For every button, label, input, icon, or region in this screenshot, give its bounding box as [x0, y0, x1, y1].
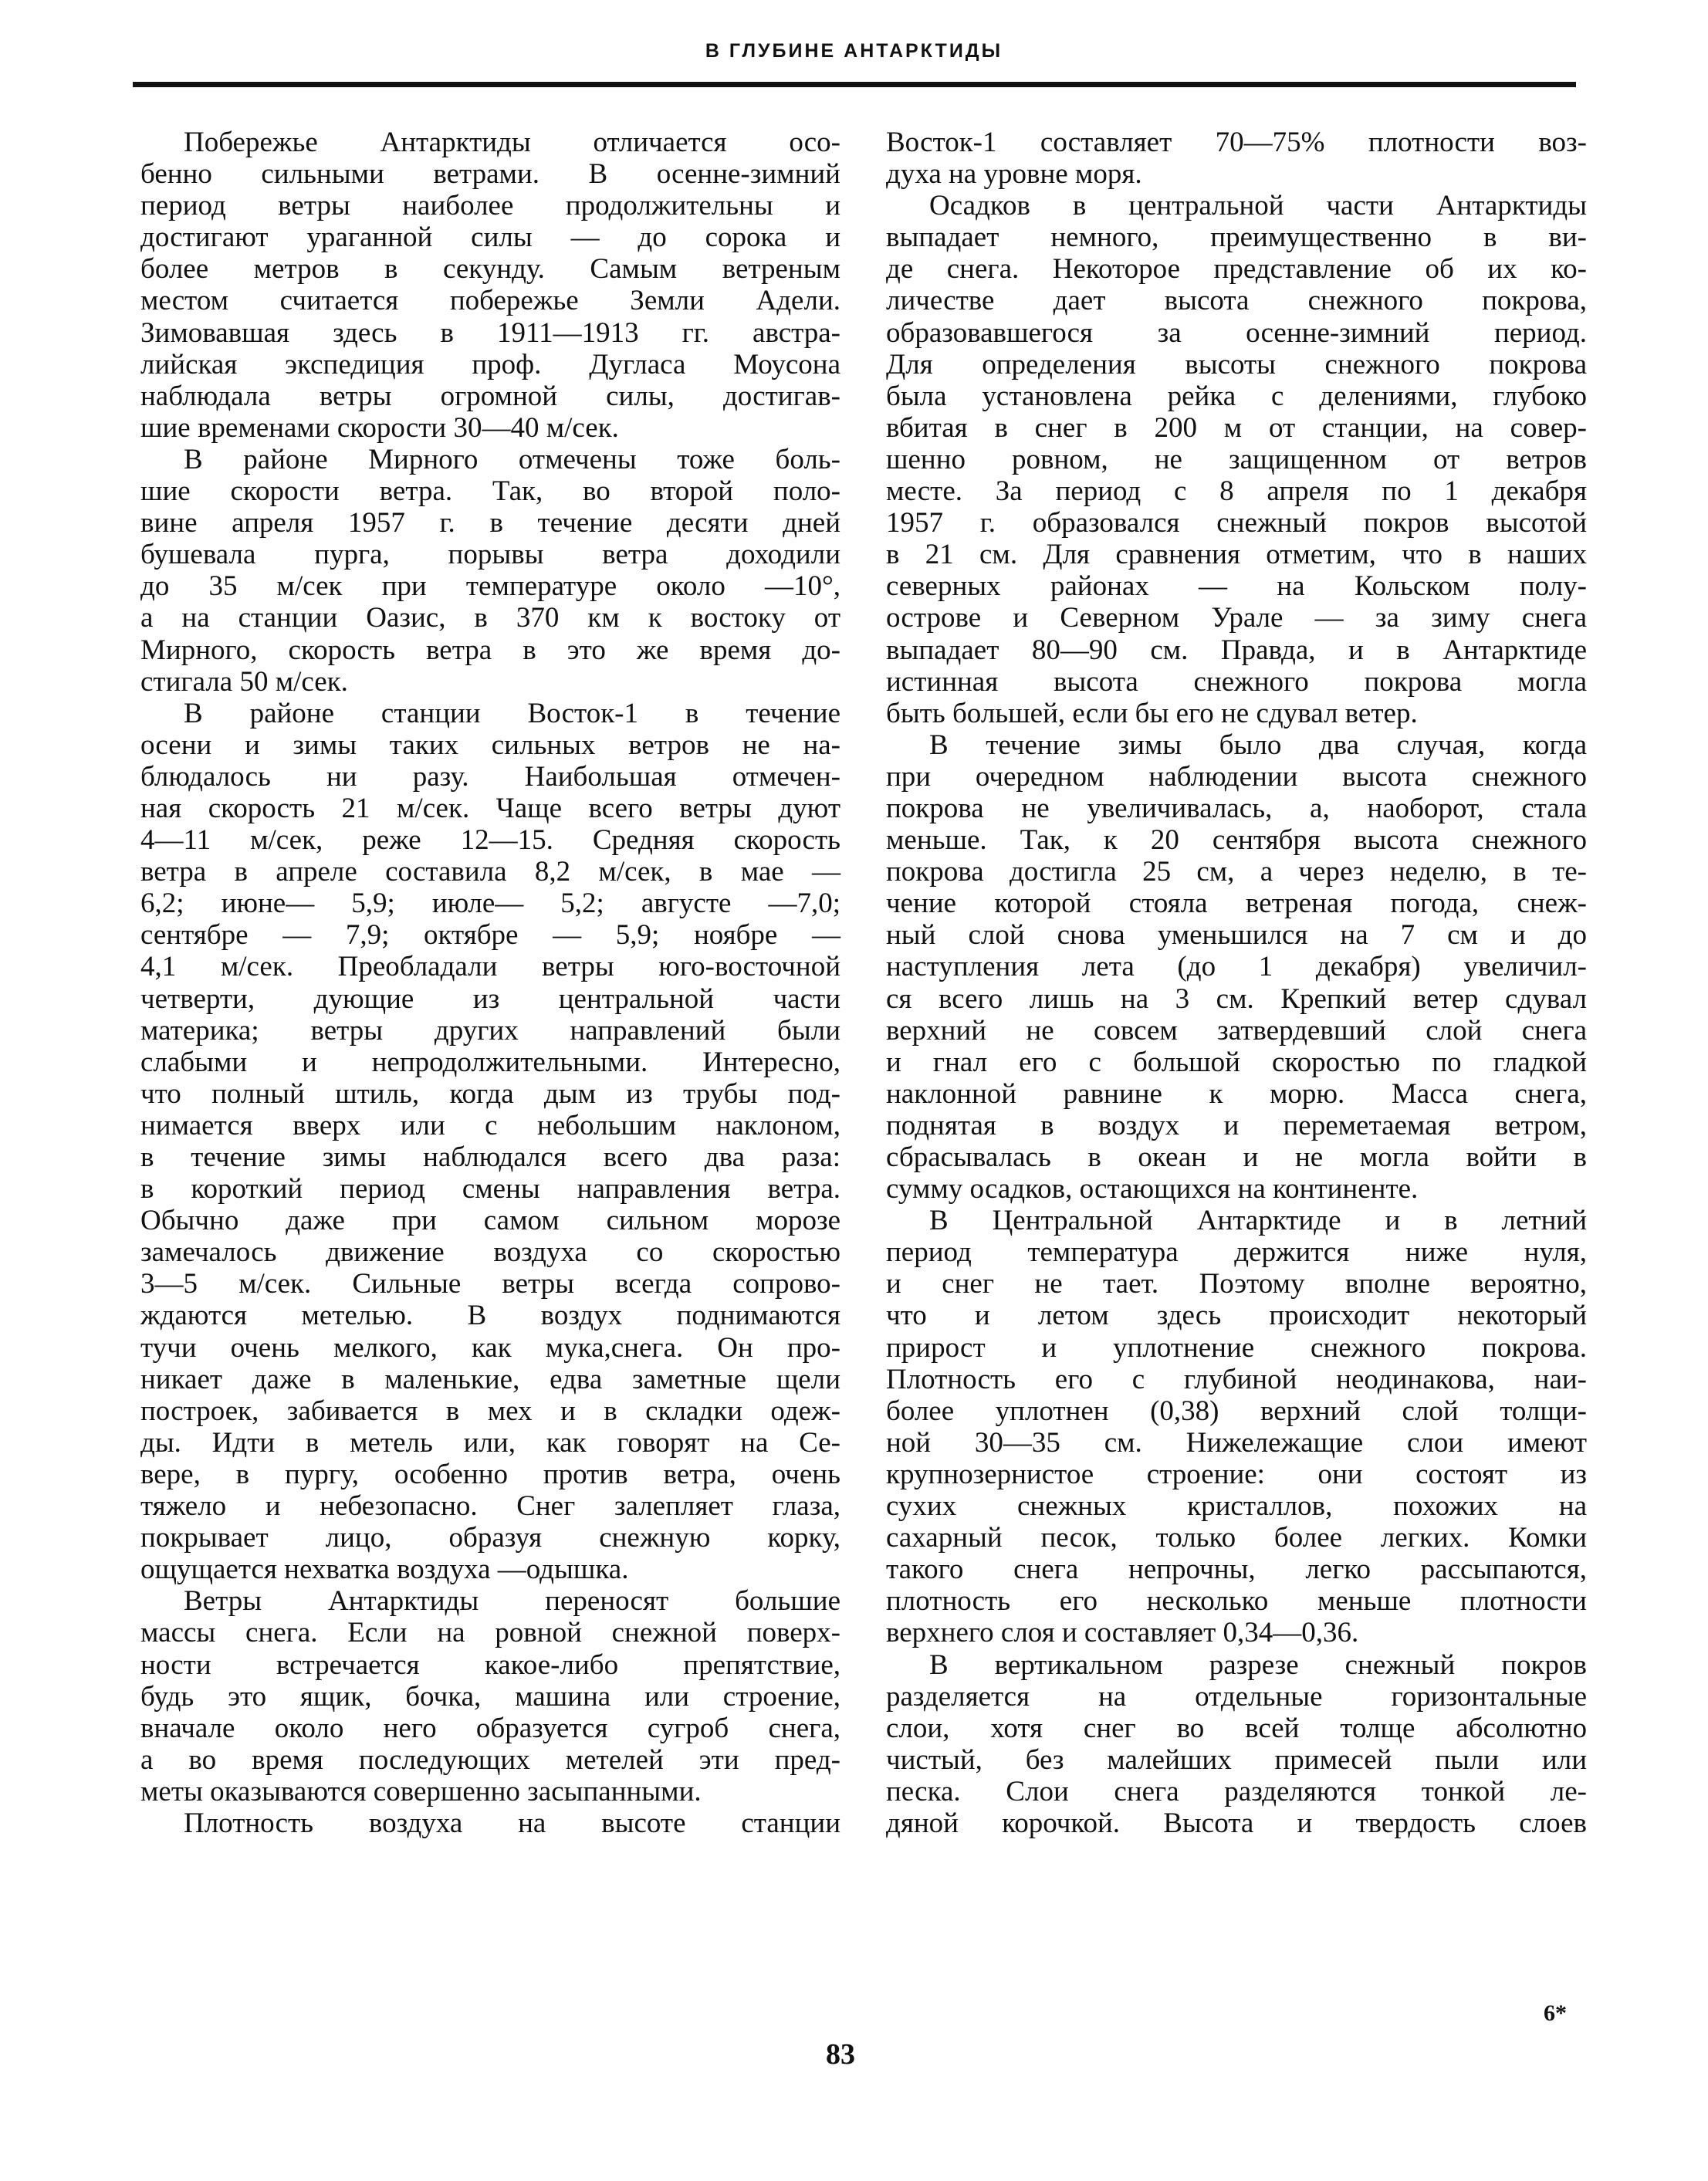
text-line: шие скорости ветра. Так, во второй поло- [140, 475, 840, 508]
text-line: Ветры Антарктиды переносят большие [184, 1585, 840, 1618]
text-line: покрывает лицо, образуя снежную корку, [140, 1522, 840, 1554]
text-line: В районе станции Восток-1 в течение [184, 697, 840, 729]
text-line: Осадков в центральной части Антарктиды [929, 190, 1587, 222]
text-line: месте. За период с 8 апреля по 1 декабря [886, 475, 1587, 508]
text-line: острове и Северном Урале — за зиму снега [886, 602, 1587, 634]
text-line: ная скорость 21 м/сек. Чаще всего ветры дуют [140, 792, 840, 824]
text-line: сбрасывалась в океан и не могла войти в [886, 1141, 1587, 1173]
text-line: вере, в пургу, особенно против ветра, очень [140, 1458, 840, 1490]
text-line: ся всего лишь на 3 см. Крепкий ветер сдувал [886, 982, 1587, 1015]
text-line: ждаются метелью. В воздух поднимаются [140, 1300, 840, 1332]
text-line: Плотность воздуха на высоте станции [184, 1807, 840, 1839]
text-line: крупнозернистое строение: они состоят из [886, 1458, 1587, 1490]
text-line: в течение зимы наблюдался всего два раза: [140, 1141, 840, 1173]
text-line: более метров в секунду. Самым ветреным [140, 253, 840, 286]
text-line: 6,2; июне— 5,9; июле— 5,2; августе —7,0; [140, 888, 840, 920]
text-line: такого снега непрочны, легко рассыпаются, [886, 1554, 1587, 1586]
text-line: меньше. Так, к 20 сентября высота снежного [886, 824, 1587, 857]
text-line: слои, хотя снег во всей толще абсолютно [886, 1712, 1587, 1744]
text-line: верхнего слоя и составляет 0,34—0,36. [886, 1617, 1359, 1649]
header-rule [133, 82, 1576, 87]
text-line: была установлена рейка с делениями, глубоко [886, 380, 1587, 412]
text-line: замечалось движение воздуха со скоростью [140, 1236, 840, 1269]
text-line: местом считается побережье Земли Адели. [140, 285, 840, 317]
text-line: тучи очень мелкого, как мука,снега. Он про- [140, 1331, 840, 1364]
text-line: Побережье Антарктиды отличается осо- [184, 127, 840, 158]
signature-mark: 6* [1544, 2000, 1567, 2026]
text-line: наступления лета (до 1 декабря) увеличил- [886, 951, 1587, 983]
text-column-left [140, 127, 840, 1839]
text-line: сухих снежных кристаллов, похожих на [886, 1490, 1587, 1523]
text-line: ной 30—35 см. Нижележащие слои имеют [886, 1426, 1587, 1459]
text-line: построек, забивается в мех и в складки одеж- [140, 1395, 840, 1427]
text-line: стигала 50 м/сек. [140, 665, 348, 698]
text-line: вначале около него образуется сугроб снега, [140, 1712, 840, 1744]
page-number: 83 [826, 2038, 855, 2071]
text-line: В районе Мирного отмечены тоже боль- [184, 443, 840, 475]
text-line: дяной корочкой. Высота и твердость слоев [886, 1807, 1587, 1839]
text-line: лийская экспедиция проф. Дугласа Моусона [140, 348, 840, 380]
text-line: период температура держится ниже нуля, [886, 1236, 1587, 1269]
text-line: чистый, без малейших примесей пыли или [886, 1743, 1587, 1776]
text-line: и снег не тает. Поэтому вполне вероятно, [886, 1268, 1587, 1300]
text-line: В вертикальном разрезе снежный покров [929, 1648, 1587, 1681]
text-line: нимается вверх или с небольшим наклоном, [140, 1109, 840, 1141]
text-line: в короткий период смены направления ветра. [140, 1173, 840, 1205]
text-line: Плотность его с глубиной неодинакова, наи- [886, 1363, 1587, 1395]
text-line: покрова достигла 25 см, а через неделю, в те- [886, 856, 1587, 888]
text-line: истинная высота снежного покрова могла [886, 665, 1587, 698]
text-line: 4—11 м/сек, реже 12—15. Средняя скорость [140, 824, 840, 857]
text-line: разделяется на отдельные горизонтальные [886, 1680, 1587, 1713]
text-line: наклонной равнине к морю. Масса снега, [886, 1077, 1587, 1110]
text-line: быть большей, если бы его не сдувал ветер. [886, 697, 1418, 729]
text-line: В течение зимы было два случая, когда [929, 729, 1587, 761]
text-line: бенно сильными ветрами. В осенне-зимний [140, 158, 840, 191]
text-line: шие временами скорости 30—40 м/сек. [140, 411, 619, 444]
text-line: осени и зимы таких сильных ветров не на- [140, 729, 840, 761]
text-line: бушевала пурга, порывы ветра доходили [140, 539, 840, 571]
text-line: верхний не совсем затвердевший слой снега [886, 1014, 1587, 1047]
text-line: период ветры наиболее продолжительны и [140, 190, 840, 222]
text-line: массы снега. Если на ровной снежной поверх- [140, 1617, 840, 1649]
text-line: образовавшегося за осенне-зимний период. [886, 316, 1587, 349]
running-title: В ГЛУБИНЕ АНТАРКТИДЫ [705, 40, 1003, 62]
text-line: 3—5 м/сек. Сильные ветры всегда сопрово- [140, 1268, 840, 1300]
text-line: сахарный песок, только более легких. Комки [886, 1522, 1587, 1554]
text-line: блюдалось ни разу. Наибольшая отмечен- [140, 760, 840, 793]
text-line: тяжело и небезопасно. Снег залепляет глаза, [140, 1490, 840, 1523]
text-column-right [886, 127, 1587, 1839]
text-line: никает даже в маленькие, едва заметные щели [140, 1363, 840, 1395]
text-line: де снега. Некоторое представление об их ко- [886, 253, 1587, 286]
text-line: меты оказываются совершенно засыпанными. [140, 1775, 702, 1807]
text-line: Восток-1 составляет 70—75% плотности воз- [886, 127, 1587, 158]
text-line: вбитая в снег в 200 м от станции, на совер- [886, 411, 1587, 444]
text-line: и гнал его с большой скоростью по гладкой [886, 1046, 1587, 1078]
text-line: а на станции Оазис, в 370 км к востоку от [140, 602, 840, 634]
text-line: ный слой снова уменьшился на 7 см и до [886, 919, 1587, 952]
text-line: духа на уровне моря. [886, 158, 1142, 191]
text-line: материка; ветры других направлений были [140, 1014, 840, 1047]
text-line: в 21 см. Для сравнения отметим, что в наших [886, 539, 1587, 571]
text-line: сумму осадков, остающихся на континенте. [886, 1173, 1419, 1205]
text-line: личестве дает высота снежного покрова, [886, 285, 1587, 317]
text-line: слабыми и непродолжительными. Интересно, [140, 1046, 840, 1078]
text-line: Зимовавшая здесь в 1911—1913 гг. австра- [140, 316, 840, 349]
text-line: будь это ящик, бочка, машина или строение, [140, 1680, 840, 1713]
text-line: наблюдала ветры огромной силы, достигав- [140, 380, 840, 412]
text-line: при очередном наблюдении высота снежного [886, 760, 1587, 793]
text-line: ности встречается какое-либо препятствие, [140, 1648, 840, 1681]
text-line: ветра в апреле составила 8,2 м/сек, в мае — [140, 856, 840, 888]
text-line: что и летом здесь происходит некоторый [886, 1300, 1587, 1332]
text-line: 1957 г. образовался снежный покров высотой [886, 507, 1587, 539]
text-line: достигают ураганной силы — до сорока и [140, 221, 840, 254]
text-line: сентябре — 7,9; октябре — 5,9; ноябре — [140, 919, 840, 952]
text-line: выпадает немного, преимущественно в ви- [886, 221, 1587, 254]
text-line: а во время последующих метелей эти пред- [140, 1743, 840, 1776]
text-line: Мирного, скорость ветра в это же время до- [140, 634, 840, 666]
text-line: шенно ровном, не защищенном от ветров [886, 443, 1587, 475]
text-line: Для определения высоты снежного покрова [886, 348, 1587, 380]
text-line: вине апреля 1957 г. в течение десяти дней [140, 507, 840, 539]
text-line: покрова не увеличивалась, а, наоборот, стала [886, 792, 1587, 824]
text-line: песка. Слои снега разделяются тонкой ле- [886, 1775, 1587, 1807]
text-line: чение которой стояла ветреная погода, снеж- [886, 888, 1587, 920]
text-line: В Центральной Антарктиде и в летний [929, 1205, 1587, 1237]
text-line: четверти, дующие из центральной части [140, 982, 840, 1015]
text-line: Обычно даже при самом сильном морозе [140, 1205, 840, 1237]
text-line: прирост и уплотнение снежного покрова. [886, 1331, 1587, 1364]
text-line: ды. Идти в метель или, как говорят на Се- [140, 1426, 840, 1459]
text-line: более уплотнен (0,38) верхний слой толщи- [886, 1395, 1587, 1427]
text-line: поднятая в воздух и переметаемая ветром, [886, 1109, 1587, 1141]
text-line: выпадает 80—90 см. Правда, и в Антарктиде [886, 634, 1587, 666]
text-line: ощущается нехватка воздуха —одышка. [140, 1554, 629, 1586]
text-line: северных районах — на Кольском полу- [886, 570, 1587, 603]
text-line: 4,1 м/сек. Преобладали ветры юго-восточной [140, 951, 840, 983]
text-line: что полный штиль, когда дым из трубы под- [140, 1077, 840, 1110]
text-line: плотность его несколько меньше плотности [886, 1585, 1587, 1618]
text-line: до 35 м/сек при температуре около —10°, [140, 570, 840, 603]
